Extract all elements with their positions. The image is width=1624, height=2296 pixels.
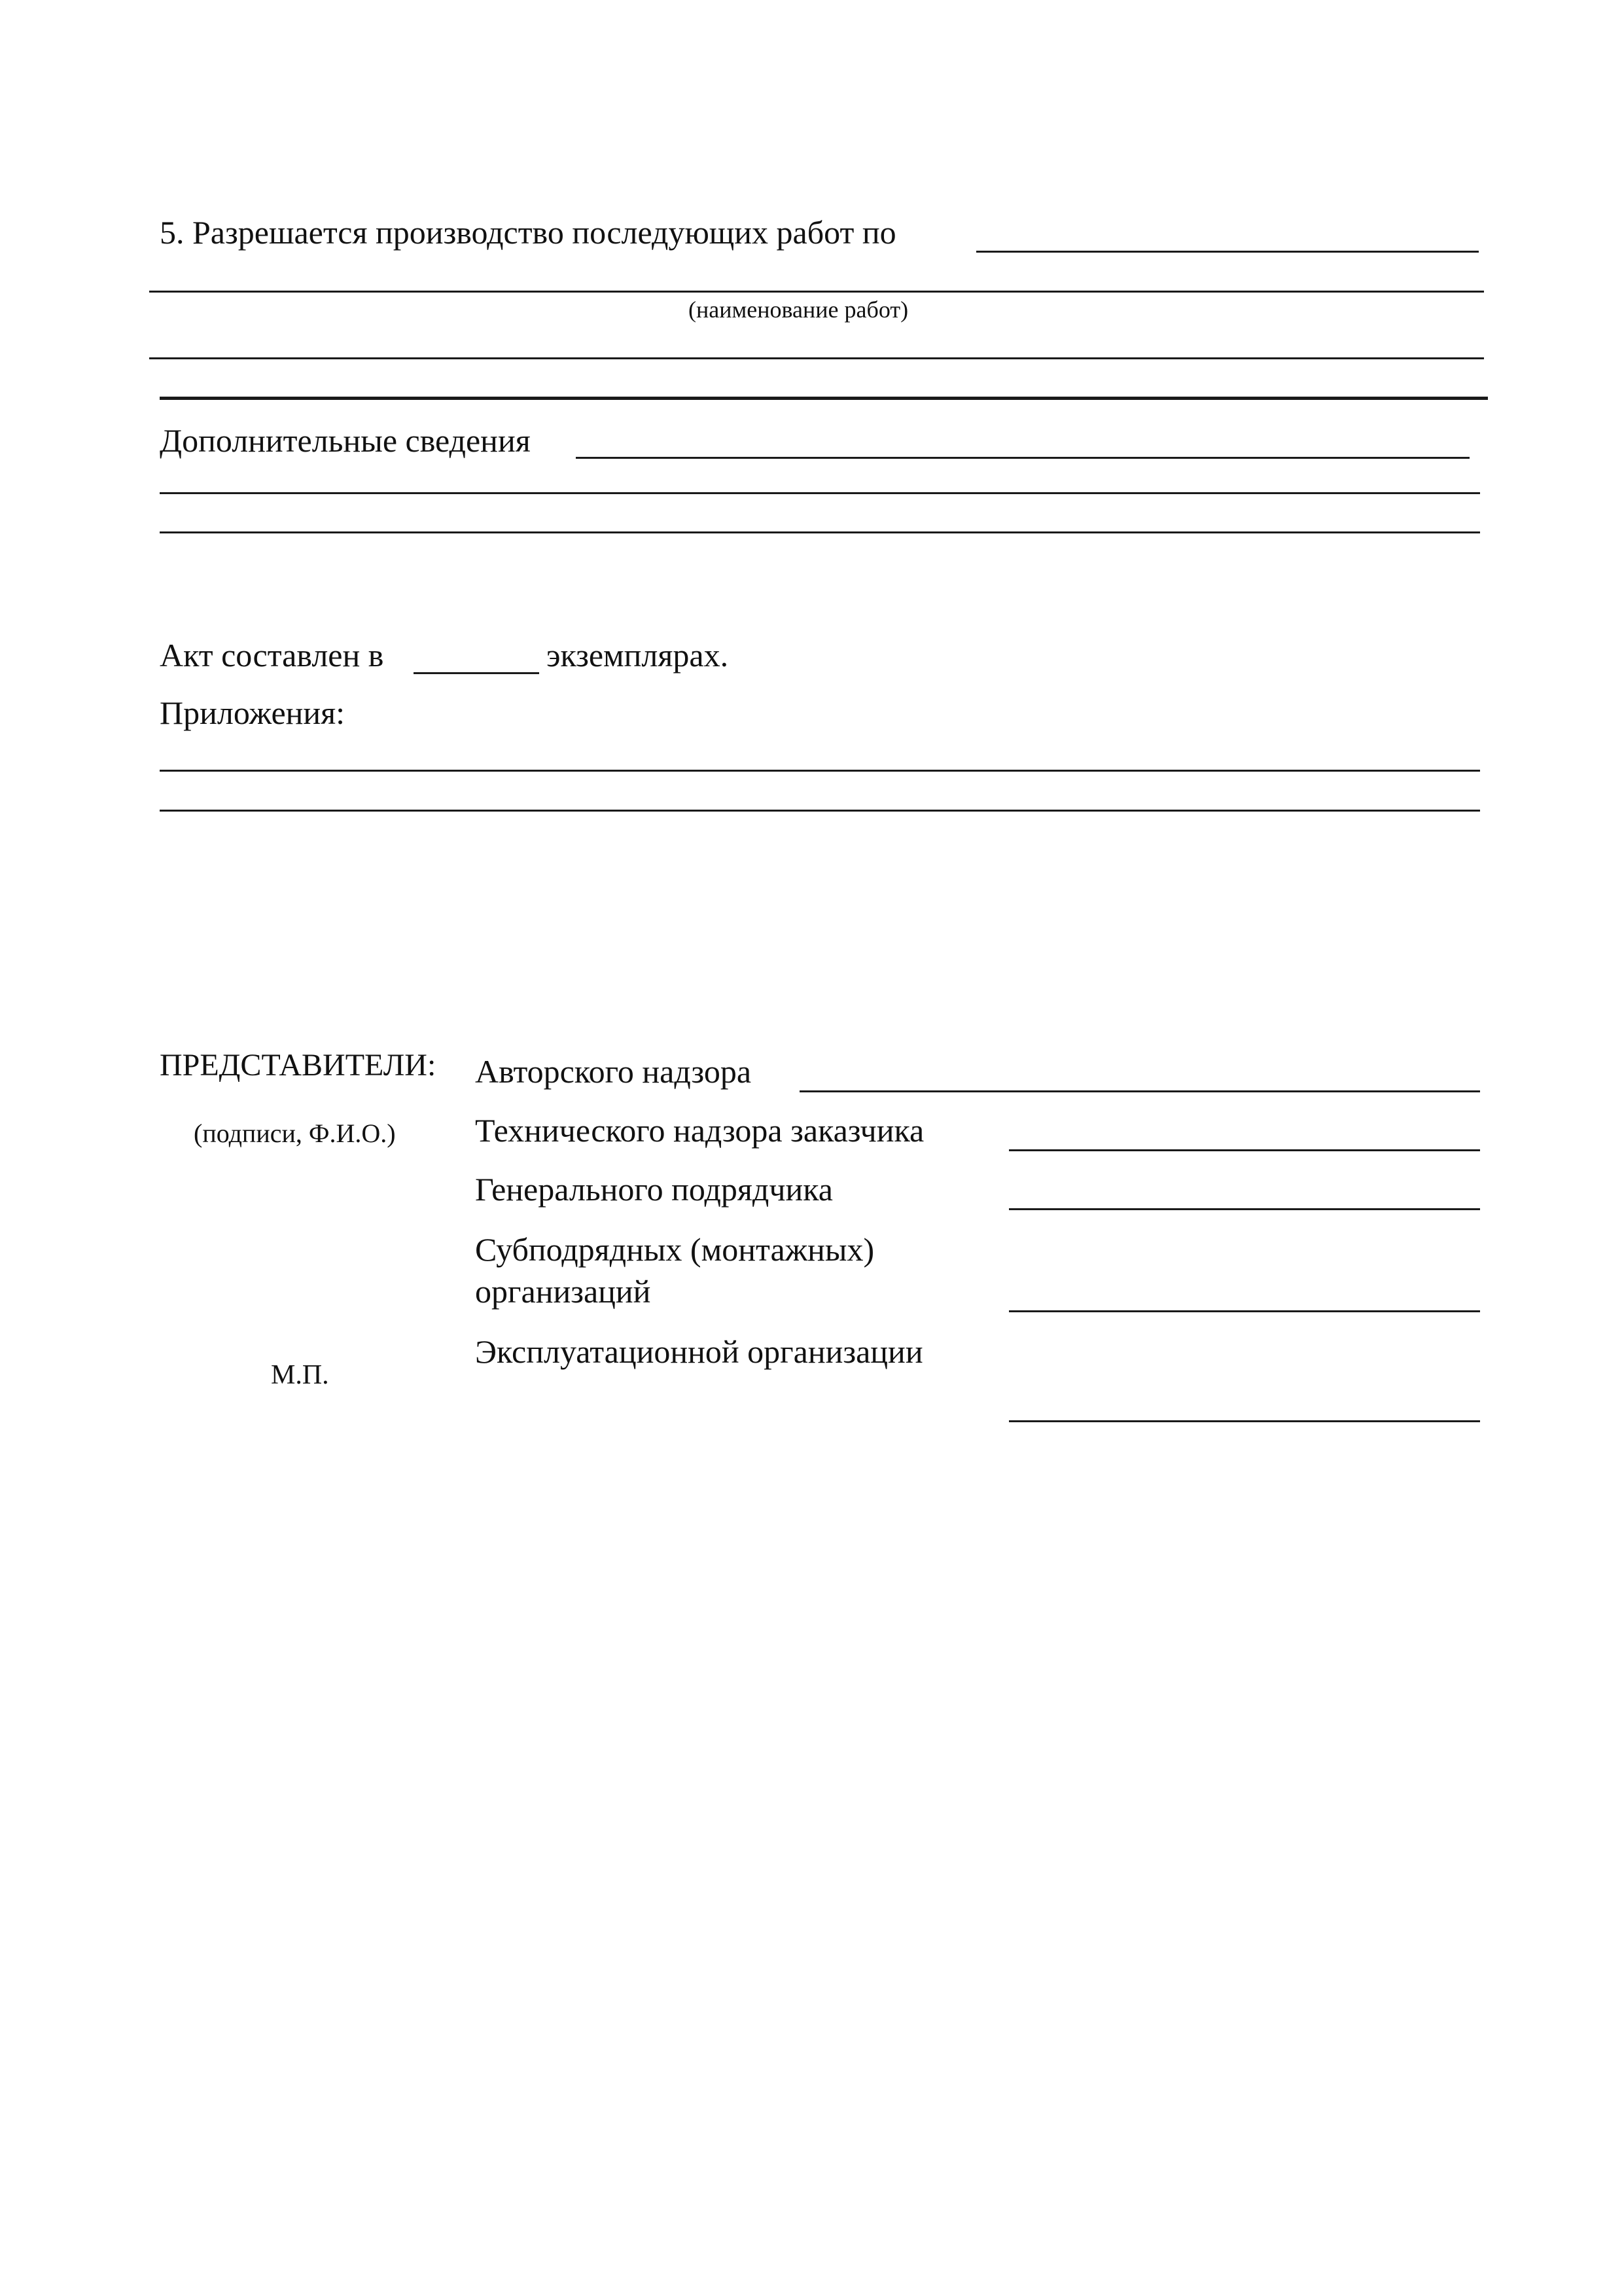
attachments-label: Приложения: — [160, 694, 345, 731]
role-operating-organization: Эксплуатационной организации — [475, 1333, 923, 1370]
role-author-supervision: Авторского надзора — [475, 1053, 752, 1090]
signature-general-contractor[interactable] — [1009, 1208, 1480, 1210]
additional-info-line-3[interactable] — [160, 531, 1480, 533]
role-subcontractor-line2: организаций — [475, 1273, 651, 1310]
role-subcontractor-line1: Субподрядных (монтажных) — [475, 1231, 875, 1268]
works-permitted-line-3[interactable] — [149, 357, 1484, 359]
copies-count-field[interactable] — [414, 672, 539, 674]
signatures-note: (подписи, Ф.И.О.) — [194, 1119, 396, 1148]
copies-suffix: экземплярах. — [546, 637, 729, 673]
section5-label: 5. Разрешается производство последующих работ по — [160, 214, 896, 251]
section-divider — [160, 397, 1488, 400]
signature-subcontractor[interactable] — [1009, 1310, 1480, 1312]
additional-info-field[interactable] — [576, 457, 1470, 459]
representatives-heading: ПРЕДСТАВИТЕЛИ: — [160, 1048, 436, 1083]
works-permitted-line-2[interactable] — [149, 291, 1484, 293]
signature-customer-technical-supervision[interactable] — [1009, 1149, 1480, 1151]
attachments-line-2[interactable] — [160, 810, 1480, 812]
additional-info-line-2[interactable] — [160, 492, 1480, 494]
attachments-line-1[interactable] — [160, 770, 1480, 772]
copies-prefix: Акт составлен в — [160, 637, 384, 673]
works-permitted-field[interactable] — [976, 251, 1479, 253]
signature-operating-organization[interactable] — [1009, 1420, 1480, 1422]
role-customer-technical-supervision: Технического надзора заказчика — [475, 1112, 925, 1149]
works-name-caption: (наименование работ) — [688, 296, 909, 323]
signature-author-supervision[interactable] — [800, 1090, 1480, 1092]
stamp-place: М.П. — [271, 1360, 329, 1390]
additional-info-label: Дополнительные сведения — [160, 422, 531, 459]
role-general-contractor: Генерального подрядчика — [475, 1171, 833, 1208]
